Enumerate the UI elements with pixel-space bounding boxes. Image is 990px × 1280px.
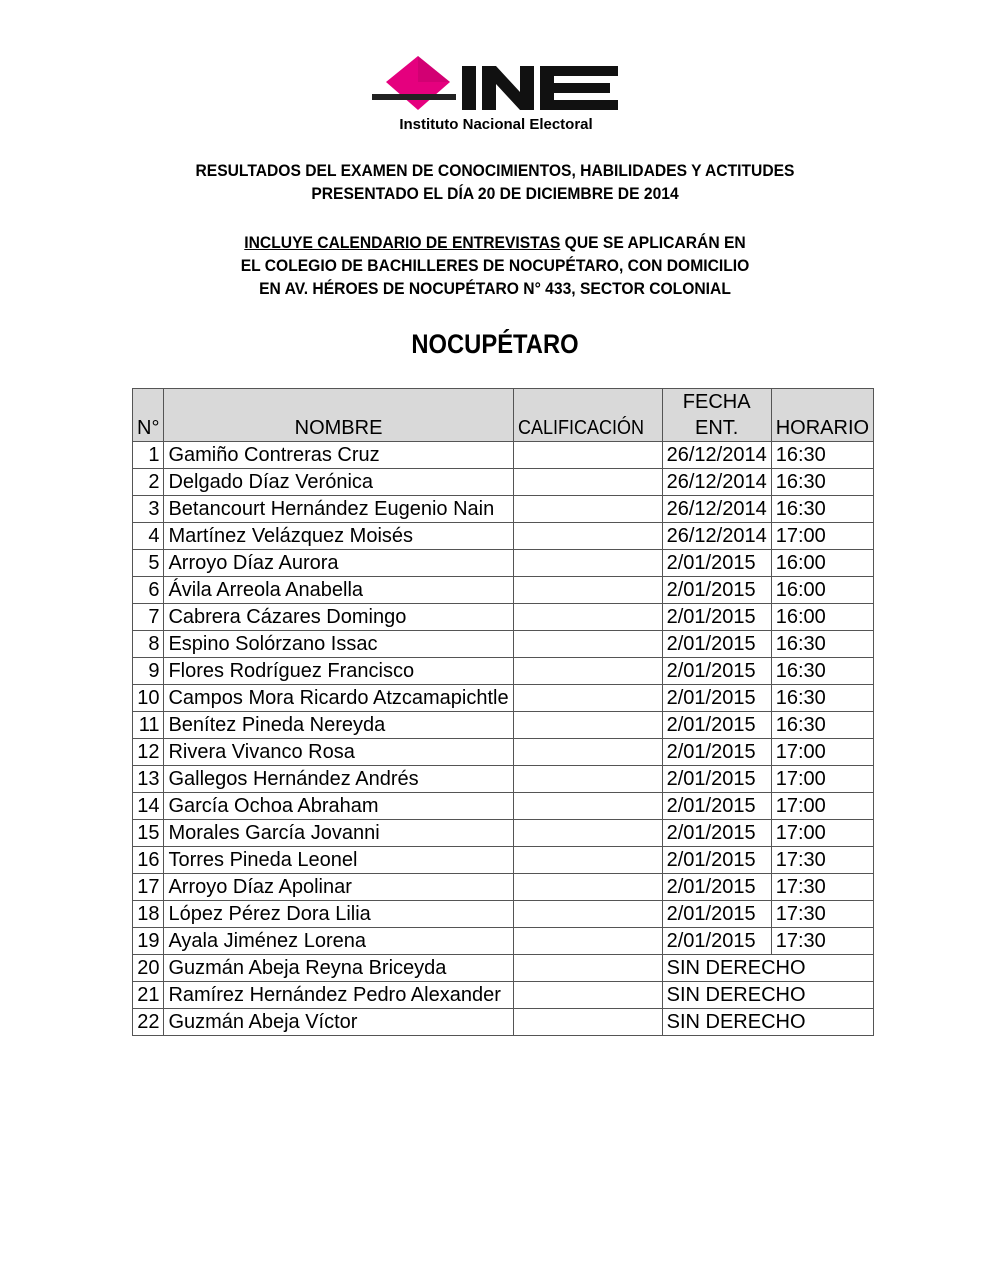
row-name: Benítez Pineda Nereyda (164, 712, 513, 739)
row-score (513, 874, 662, 901)
row-score (513, 766, 662, 793)
row-name: Gallegos Hernández Andrés (164, 766, 513, 793)
ine-logo-mark (370, 54, 622, 116)
row-date: 26/12/2014 (662, 469, 771, 496)
row-name: Rivera Vivanco Rosa (164, 739, 513, 766)
row-score (513, 496, 662, 523)
row-time: 17:00 (771, 523, 873, 550)
row-number: 13 (133, 766, 164, 793)
row-score (513, 631, 662, 658)
header-date (662, 389, 771, 442)
row-score (513, 523, 662, 550)
row-date: 2/01/2015 (662, 631, 771, 658)
header-score-label: CALIFICACIÓN (517, 417, 644, 439)
row-number: 4 (133, 523, 164, 550)
row-score (513, 1009, 662, 1036)
row-score (513, 739, 662, 766)
row-number: 8 (133, 631, 164, 658)
table-row (133, 496, 874, 523)
table-row (133, 469, 874, 496)
row-name: Espino Solórzano Issac (164, 631, 513, 658)
ine-logo (370, 54, 622, 138)
row-number: 11 (133, 712, 164, 739)
subtitle-rest: QUE SE APLICARÁN EN (560, 233, 746, 252)
title-line-2: PRESENTADO EL DÍA 20 DE DICIEMBRE DE 2014 (311, 184, 679, 203)
row-number: 18 (133, 901, 164, 928)
subtitle-line-3: EN AV. HÉROES DE NOCUPÉTARO N° 433, SECTOR COLONIAL (259, 279, 731, 298)
header-date-line2: ENT. (695, 417, 739, 439)
row-time: 17:00 (771, 793, 873, 820)
row-status: SIN DERECHO (662, 1009, 873, 1036)
row-score (513, 982, 662, 1009)
row-date: 2/01/2015 (662, 658, 771, 685)
row-number: 17 (133, 874, 164, 901)
row-time: 16:00 (771, 577, 873, 604)
row-time: 17:00 (771, 820, 873, 847)
row-number: 9 (133, 658, 164, 685)
row-time: 16:00 (771, 604, 873, 631)
row-number: 19 (133, 928, 164, 955)
row-number: 15 (133, 820, 164, 847)
row-name: Guzmán Abeja Reyna Briceyda (164, 955, 513, 982)
row-name: Ramírez Hernández Pedro Alexander (164, 982, 513, 1009)
row-score (513, 442, 662, 469)
subtitle-underlined: INCLUYE CALENDARIO DE ENTREVISTAS (244, 233, 561, 252)
row-score (513, 577, 662, 604)
row-status: SIN DERECHO (662, 982, 873, 1009)
row-name: Campos Mora Ricardo Atzcamapichtle (164, 685, 513, 712)
row-name: López Pérez Dora Lilia (164, 901, 513, 928)
row-name: Ávila Arreola Anabella (164, 577, 513, 604)
row-name: Ayala Jiménez Lorena (164, 928, 513, 955)
row-time: 16:30 (771, 685, 873, 712)
table-row (133, 739, 874, 766)
table-header-row (133, 389, 874, 442)
row-date: 2/01/2015 (662, 901, 771, 928)
row-time: 16:30 (771, 658, 873, 685)
row-date: 2/01/2015 (662, 766, 771, 793)
row-score (513, 658, 662, 685)
table-row (133, 982, 874, 1009)
row-time: 16:30 (771, 496, 873, 523)
table-row (133, 604, 874, 631)
row-score (513, 955, 662, 982)
row-score (513, 901, 662, 928)
row-date: 2/01/2015 (662, 739, 771, 766)
row-time: 16:00 (771, 550, 873, 577)
table-row (133, 442, 874, 469)
row-number: 5 (133, 550, 164, 577)
table-row (133, 955, 874, 982)
document-title (127, 159, 863, 205)
row-time: 17:30 (771, 874, 873, 901)
row-name: Delgado Díaz Verónica (164, 469, 513, 496)
row-name: Gamiño Contreras Cruz (164, 442, 513, 469)
row-time: 17:30 (771, 928, 873, 955)
row-number: 22 (133, 1009, 164, 1036)
row-score (513, 847, 662, 874)
row-date: 26/12/2014 (662, 442, 771, 469)
row-date: 26/12/2014 (662, 523, 771, 550)
row-score (513, 685, 662, 712)
table-row (133, 658, 874, 685)
row-score (513, 550, 662, 577)
row-time: 16:30 (771, 712, 873, 739)
row-date: 2/01/2015 (662, 820, 771, 847)
row-number: 10 (133, 685, 164, 712)
table-row (133, 928, 874, 955)
row-name: Cabrera Cázares Domingo (164, 604, 513, 631)
table-row (133, 766, 874, 793)
row-score (513, 712, 662, 739)
header-name: NOMBRE (164, 389, 513, 442)
row-date: 26/12/2014 (662, 496, 771, 523)
row-date: 2/01/2015 (662, 928, 771, 955)
table-row (133, 793, 874, 820)
row-date: 2/01/2015 (662, 712, 771, 739)
row-number: 6 (133, 577, 164, 604)
city-heading: NOCUPÉTARO (411, 329, 579, 359)
table-row (133, 631, 874, 658)
row-time: 16:30 (771, 631, 873, 658)
subtitle-line-1 (127, 231, 863, 254)
table-row (133, 577, 874, 604)
row-score (513, 604, 662, 631)
row-date: 2/01/2015 (662, 874, 771, 901)
table-row (133, 820, 874, 847)
subtitle-line-2: EL COLEGIO DE BACHILLERES DE NOCUPÉTARO, CON DOMICILIO (240, 256, 750, 275)
row-number: 1 (133, 442, 164, 469)
row-name: Arroyo Díaz Aurora (164, 550, 513, 577)
row-time: 16:30 (771, 442, 873, 469)
row-score (513, 820, 662, 847)
row-name: Martínez Velázquez Moisés (164, 523, 513, 550)
row-number: 3 (133, 496, 164, 523)
table-row (133, 874, 874, 901)
row-name: Torres Pineda Leonel (164, 847, 513, 874)
header-num: N° (133, 389, 164, 442)
document-subtitle (127, 231, 863, 300)
row-date: 2/01/2015 (662, 847, 771, 874)
row-score (513, 793, 662, 820)
row-name: Flores Rodríguez Francisco (164, 658, 513, 685)
row-number: 21 (133, 982, 164, 1009)
table-row (133, 712, 874, 739)
row-date: 2/01/2015 (662, 793, 771, 820)
header-score (513, 389, 662, 442)
table-body (133, 442, 874, 1036)
header-time: HORARIO (771, 389, 873, 442)
row-number: 14 (133, 793, 164, 820)
row-name: Morales García Jovanni (164, 820, 513, 847)
table-row (133, 685, 874, 712)
table-row (133, 523, 874, 550)
row-time: 17:30 (771, 847, 873, 874)
row-time: 17:30 (771, 901, 873, 928)
header-date-line1: FECHA (682, 391, 751, 413)
row-date: 2/01/2015 (662, 604, 771, 631)
row-status: SIN DERECHO (662, 955, 873, 982)
table-row (133, 847, 874, 874)
row-score (513, 469, 662, 496)
row-name: Arroyo Díaz Apolinar (164, 874, 513, 901)
results-table (132, 388, 874, 1036)
row-name: Betancourt Hernández Eugenio Nain (164, 496, 513, 523)
table-row (133, 1009, 874, 1036)
row-time: 16:30 (771, 469, 873, 496)
row-name: García Ochoa Abraham (164, 793, 513, 820)
row-number: 7 (133, 604, 164, 631)
row-time: 17:00 (771, 739, 873, 766)
row-number: 16 (133, 847, 164, 874)
org-name: Instituto Nacional Electoral (399, 116, 593, 133)
row-date: 2/01/2015 (662, 577, 771, 604)
row-time: 17:00 (771, 766, 873, 793)
row-date: 2/01/2015 (662, 550, 771, 577)
row-name: Guzmán Abeja Víctor (164, 1009, 513, 1036)
row-score (513, 928, 662, 955)
row-number: 12 (133, 739, 164, 766)
table-row (133, 550, 874, 577)
row-number: 2 (133, 469, 164, 496)
title-line-1: RESULTADOS DEL EXAMEN DE CONOCIMIENTOS, HABILIDADES Y ACTITUDES (195, 161, 795, 180)
row-number: 20 (133, 955, 164, 982)
row-date: 2/01/2015 (662, 685, 771, 712)
table-row (133, 901, 874, 928)
